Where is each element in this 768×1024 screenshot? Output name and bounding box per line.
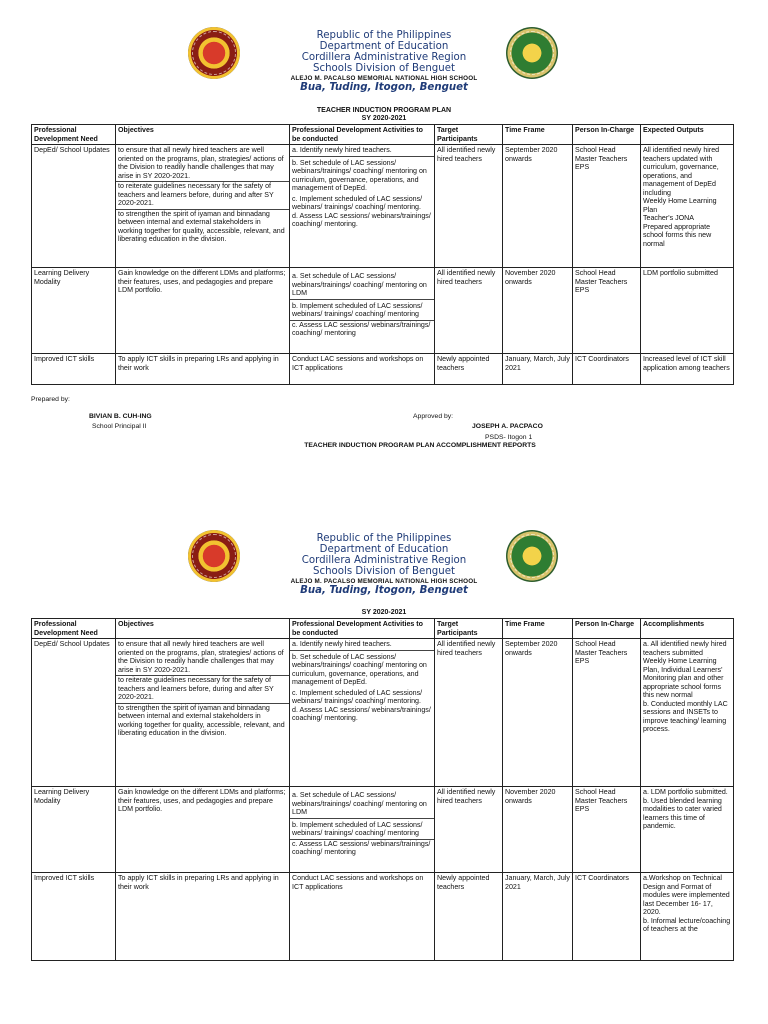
- objective-item: to strengthen the spirit of iyaman and binnadang between internal and external stakeholders in working together for quality, accessible, relevant, and liberating education in the division.: [118, 209, 285, 243]
- column-header: Time Frame: [503, 125, 573, 145]
- table-row: [32, 639, 734, 787]
- objective-item: to ensure that all newly hired teachers are well oriented on the programs, plan, strategies/ actions of the Division to readily handle challenges that may arise in SY 2020-2021.: [116, 640, 289, 676]
- activity-item: b. Set schedule of LAC sessions/ webinars/trainings/ coaching/ mentoring on curriculum, governance, operations, and management of DepEd.: [292, 158, 427, 192]
- person-cell: School Head Master Teachers EPS: [573, 787, 641, 873]
- time-cell: January, March, July 2021: [503, 873, 573, 961]
- target-cell: All identified newly hired teachers: [435, 268, 503, 354]
- table-header-row: [32, 125, 734, 145]
- objective-item: to reiterate guidelines necessary for the safety of teachers and learners before, during and after SY 2020-2021.: [116, 182, 289, 210]
- time-cell: January, March, July 2021: [503, 354, 573, 385]
- time-cell: November 2020 onwards: [503, 787, 573, 873]
- need-cell: Learning Delivery Modality: [32, 787, 116, 873]
- objectives-cell: Gain knowledge on the different LDMs and platforms; their features, uses, and pedagogies and prepare LDM portfolio.: [116, 268, 290, 354]
- table-row: [32, 268, 734, 354]
- header-line: Department of Education: [319, 544, 449, 555]
- target-cell: Newly appointed teachers: [435, 873, 503, 961]
- school-name: ALEJO M. PACALSO MEMORIAL NATIONAL HIGH SCHOOL: [290, 578, 478, 585]
- table-row: [32, 145, 734, 268]
- report-page: [0, 503, 768, 933]
- column-header: Professional Development Activities to be conducted: [290, 619, 435, 639]
- activity-item: b. Set schedule of LAC sessions/ webinars/trainings/ coaching/ mentoring on curriculum, governance, operations, and management of DepEd.: [292, 652, 427, 686]
- time-cell: September 2020 onwards: [503, 145, 573, 268]
- objectives-cell: Gain knowledge on the different LDMs and platforms; their features, uses, and pedagogies and prepare LDM portfolio.: [116, 787, 290, 873]
- objective-item: to strengthen the spirit of iyaman and binnadang between internal and external stakeholders in working together for quality, accessible, relevant, and liberating education in the division.: [118, 703, 285, 737]
- plan-page: [0, 0, 768, 449]
- activities-cell: [290, 639, 435, 787]
- prepared-name: BIVIAN B. CUH-ING: [89, 413, 152, 420]
- report-sy: SY 2020-2021: [361, 609, 407, 616]
- header-line: Schools Division of Benguet: [313, 63, 455, 74]
- school-address: Bua, Tuding, Itogon, Benguet: [300, 82, 468, 93]
- accomplishment-cell: a. LDM portfolio submitted. b. Used blended learning modalities to cater varied learners this time of pandemic.: [641, 787, 734, 873]
- table-header-row: [32, 619, 734, 639]
- header-line: Republic of the Philippines: [316, 533, 452, 544]
- header-line: Cordillera Administrative Region: [301, 52, 467, 63]
- column-header: Professional Development Need: [32, 125, 116, 145]
- column-header: Person In-Charge: [573, 125, 641, 145]
- approved-title: PSDS- Itogon 1: [485, 434, 533, 441]
- activity-item: c. Implement scheduled of LAC sessions/ webinars/ trainings/ coaching/ mentoring.: [292, 688, 423, 705]
- activity-item: c. Assess LAC sessions/ webinars/trainings/ coaching/ mentoring: [292, 320, 431, 337]
- column-header: Expected Outputs: [641, 125, 734, 145]
- need-cell: DepEd/ School Updates: [32, 639, 116, 787]
- output-cell: LDM portfolio submitted: [641, 268, 734, 354]
- prepared-label: Prepared by:: [31, 396, 70, 403]
- column-header: Target Participants: [435, 125, 503, 145]
- activity-item: d. Assess LAC sessions/ webinars/trainings/ coaching/ mentoring.: [292, 211, 431, 228]
- activities-cell: [290, 268, 435, 354]
- activity-item: c. Assess LAC sessions/ webinars/trainings/ coaching/ mentoring: [292, 839, 431, 856]
- output-cell: Increased level of ICT skill application among teachers: [641, 354, 734, 385]
- report-table: [31, 618, 734, 961]
- time-cell: November 2020 onwards: [503, 268, 573, 354]
- objectives-cell: [116, 145, 290, 268]
- activities-cell: [290, 145, 435, 268]
- table-row: [32, 354, 734, 385]
- activity-item: a. Set schedule of LAC sessions/ webinars/trainings/ coaching/ mentoring on LDM: [290, 788, 434, 819]
- letterhead: [0, 0, 768, 75]
- need-cell: DepEd/ School Updates: [32, 145, 116, 268]
- need-cell: Learning Delivery Modality: [32, 268, 116, 354]
- person-cell: School Head Master Teachers EPS: [573, 268, 641, 354]
- activity-item: c. Implement scheduled of LAC sessions/ webinars/ trainings/ coaching/ mentoring.: [292, 194, 423, 211]
- report-title: TEACHER INDUCTION PROGRAM PLAN ACCOMPLISHMENT REPORTS: [304, 442, 536, 449]
- target-cell: Newly appointed teachers: [435, 354, 503, 385]
- table-row: [32, 787, 734, 873]
- person-cell: ICT Coordinators: [573, 354, 641, 385]
- output-cell: All identified newly hired teachers updated with curriculum, governance, operations, and management of DepEd including Weekly Home Learning Plan Teacher's JONA Prepared appropriate school forms this new normal: [641, 145, 734, 268]
- plan-title: TEACHER INDUCTION PROGRAM PLAN: [316, 107, 452, 114]
- table-row: [32, 873, 734, 961]
- approved-name: JOSEPH A. PACPACO: [472, 423, 543, 430]
- target-cell: All identified newly hired teachers: [435, 639, 503, 787]
- column-header: Accomplishments: [641, 619, 734, 639]
- header-line: Department of Education: [319, 41, 449, 52]
- target-cell: All identified newly hired teachers: [435, 145, 503, 268]
- objective-item: to ensure that all newly hired teachers are well oriented on the programs, plan, strategies/ actions of the Division to readily handle challenges that may arise in SY 2020-2021.: [116, 146, 289, 182]
- activity-item: b. Implement scheduled of LAC sessions/ webinars/ trainings/ coaching/ mentoring: [290, 821, 434, 840]
- column-header: Objectives: [116, 619, 290, 639]
- objectives-cell: [116, 639, 290, 787]
- target-cell: All identified newly hired teachers: [435, 787, 503, 873]
- column-header: Professional Development Need: [32, 619, 116, 639]
- column-header: Target Participants: [435, 619, 503, 639]
- activity-item: a. Identify newly hired teachers.: [290, 146, 434, 157]
- column-header: Time Frame: [503, 619, 573, 639]
- activities-cell: [290, 787, 435, 873]
- header-line: Schools Division of Benguet: [313, 566, 455, 577]
- activity-item: a. Identify newly hired teachers.: [290, 640, 434, 651]
- person-cell: School Head Master Teachers EPS: [573, 639, 641, 787]
- prepared-title: School Principal II: [92, 423, 147, 430]
- person-cell: ICT Coordinators: [573, 873, 641, 961]
- activities-cell: Conduct LAC sessions and workshops on ICT applications: [290, 354, 435, 385]
- accomplishment-cell: a.Workshop on Technical Design and Format of modules were implemented last December 16- 17, 2020. b. Informal lecture/coaching of teachers at the: [641, 873, 734, 961]
- school-address: Bua, Tuding, Itogon, Benguet: [300, 585, 468, 596]
- time-cell: September 2020 onwards: [503, 639, 573, 787]
- need-cell: Improved ICT skills: [32, 354, 116, 385]
- letterhead: [0, 503, 768, 578]
- objectives-cell: To apply ICT skills in preparing LRs and applying in their work: [116, 873, 290, 961]
- objectives-cell: To apply ICT skills in preparing LRs and applying in their work: [116, 354, 290, 385]
- activity-item: d. Assess LAC sessions/ webinars/trainings/ coaching/ mentoring.: [292, 705, 431, 722]
- objective-item: to reiterate guidelines necessary for the safety of teachers and learners before, during and after SY 2020-2021.: [116, 676, 289, 704]
- activities-cell: Conduct LAC sessions and workshops on ICT applications: [290, 873, 435, 961]
- accomplishment-cell: a. All identified newly hired teachers submitted Weekly Home Learning Plan, Individual Learners' Monitoring plan and other appropriate school forms this new normal b. Conducted monthly LAC sessions and INSETs to improve teaching/ learning process.: [641, 639, 734, 787]
- person-cell: School Head Master Teachers EPS: [573, 145, 641, 268]
- header-line: Republic of the Philippines: [316, 30, 452, 41]
- activity-item: b. Implement scheduled of LAC sessions/ webinars/ trainings/ coaching/ mentoring: [290, 302, 434, 321]
- need-cell: Improved ICT skills: [32, 873, 116, 961]
- school-name: ALEJO M. PACALSO MEMORIAL NATIONAL HIGH SCHOOL: [290, 75, 478, 82]
- activity-item: a. Set schedule of LAC sessions/ webinars/trainings/ coaching/ mentoring on LDM: [290, 269, 434, 300]
- column-header: Person In-Charge: [573, 619, 641, 639]
- header-line: Cordillera Administrative Region: [301, 555, 467, 566]
- column-header: Professional Development Activities to be conducted: [290, 125, 435, 145]
- plan-table: [31, 124, 734, 385]
- plan-sy: SY 2020-2021: [361, 115, 407, 122]
- column-header: Objectives: [116, 125, 290, 145]
- approved-label: Approved by:: [413, 413, 454, 420]
